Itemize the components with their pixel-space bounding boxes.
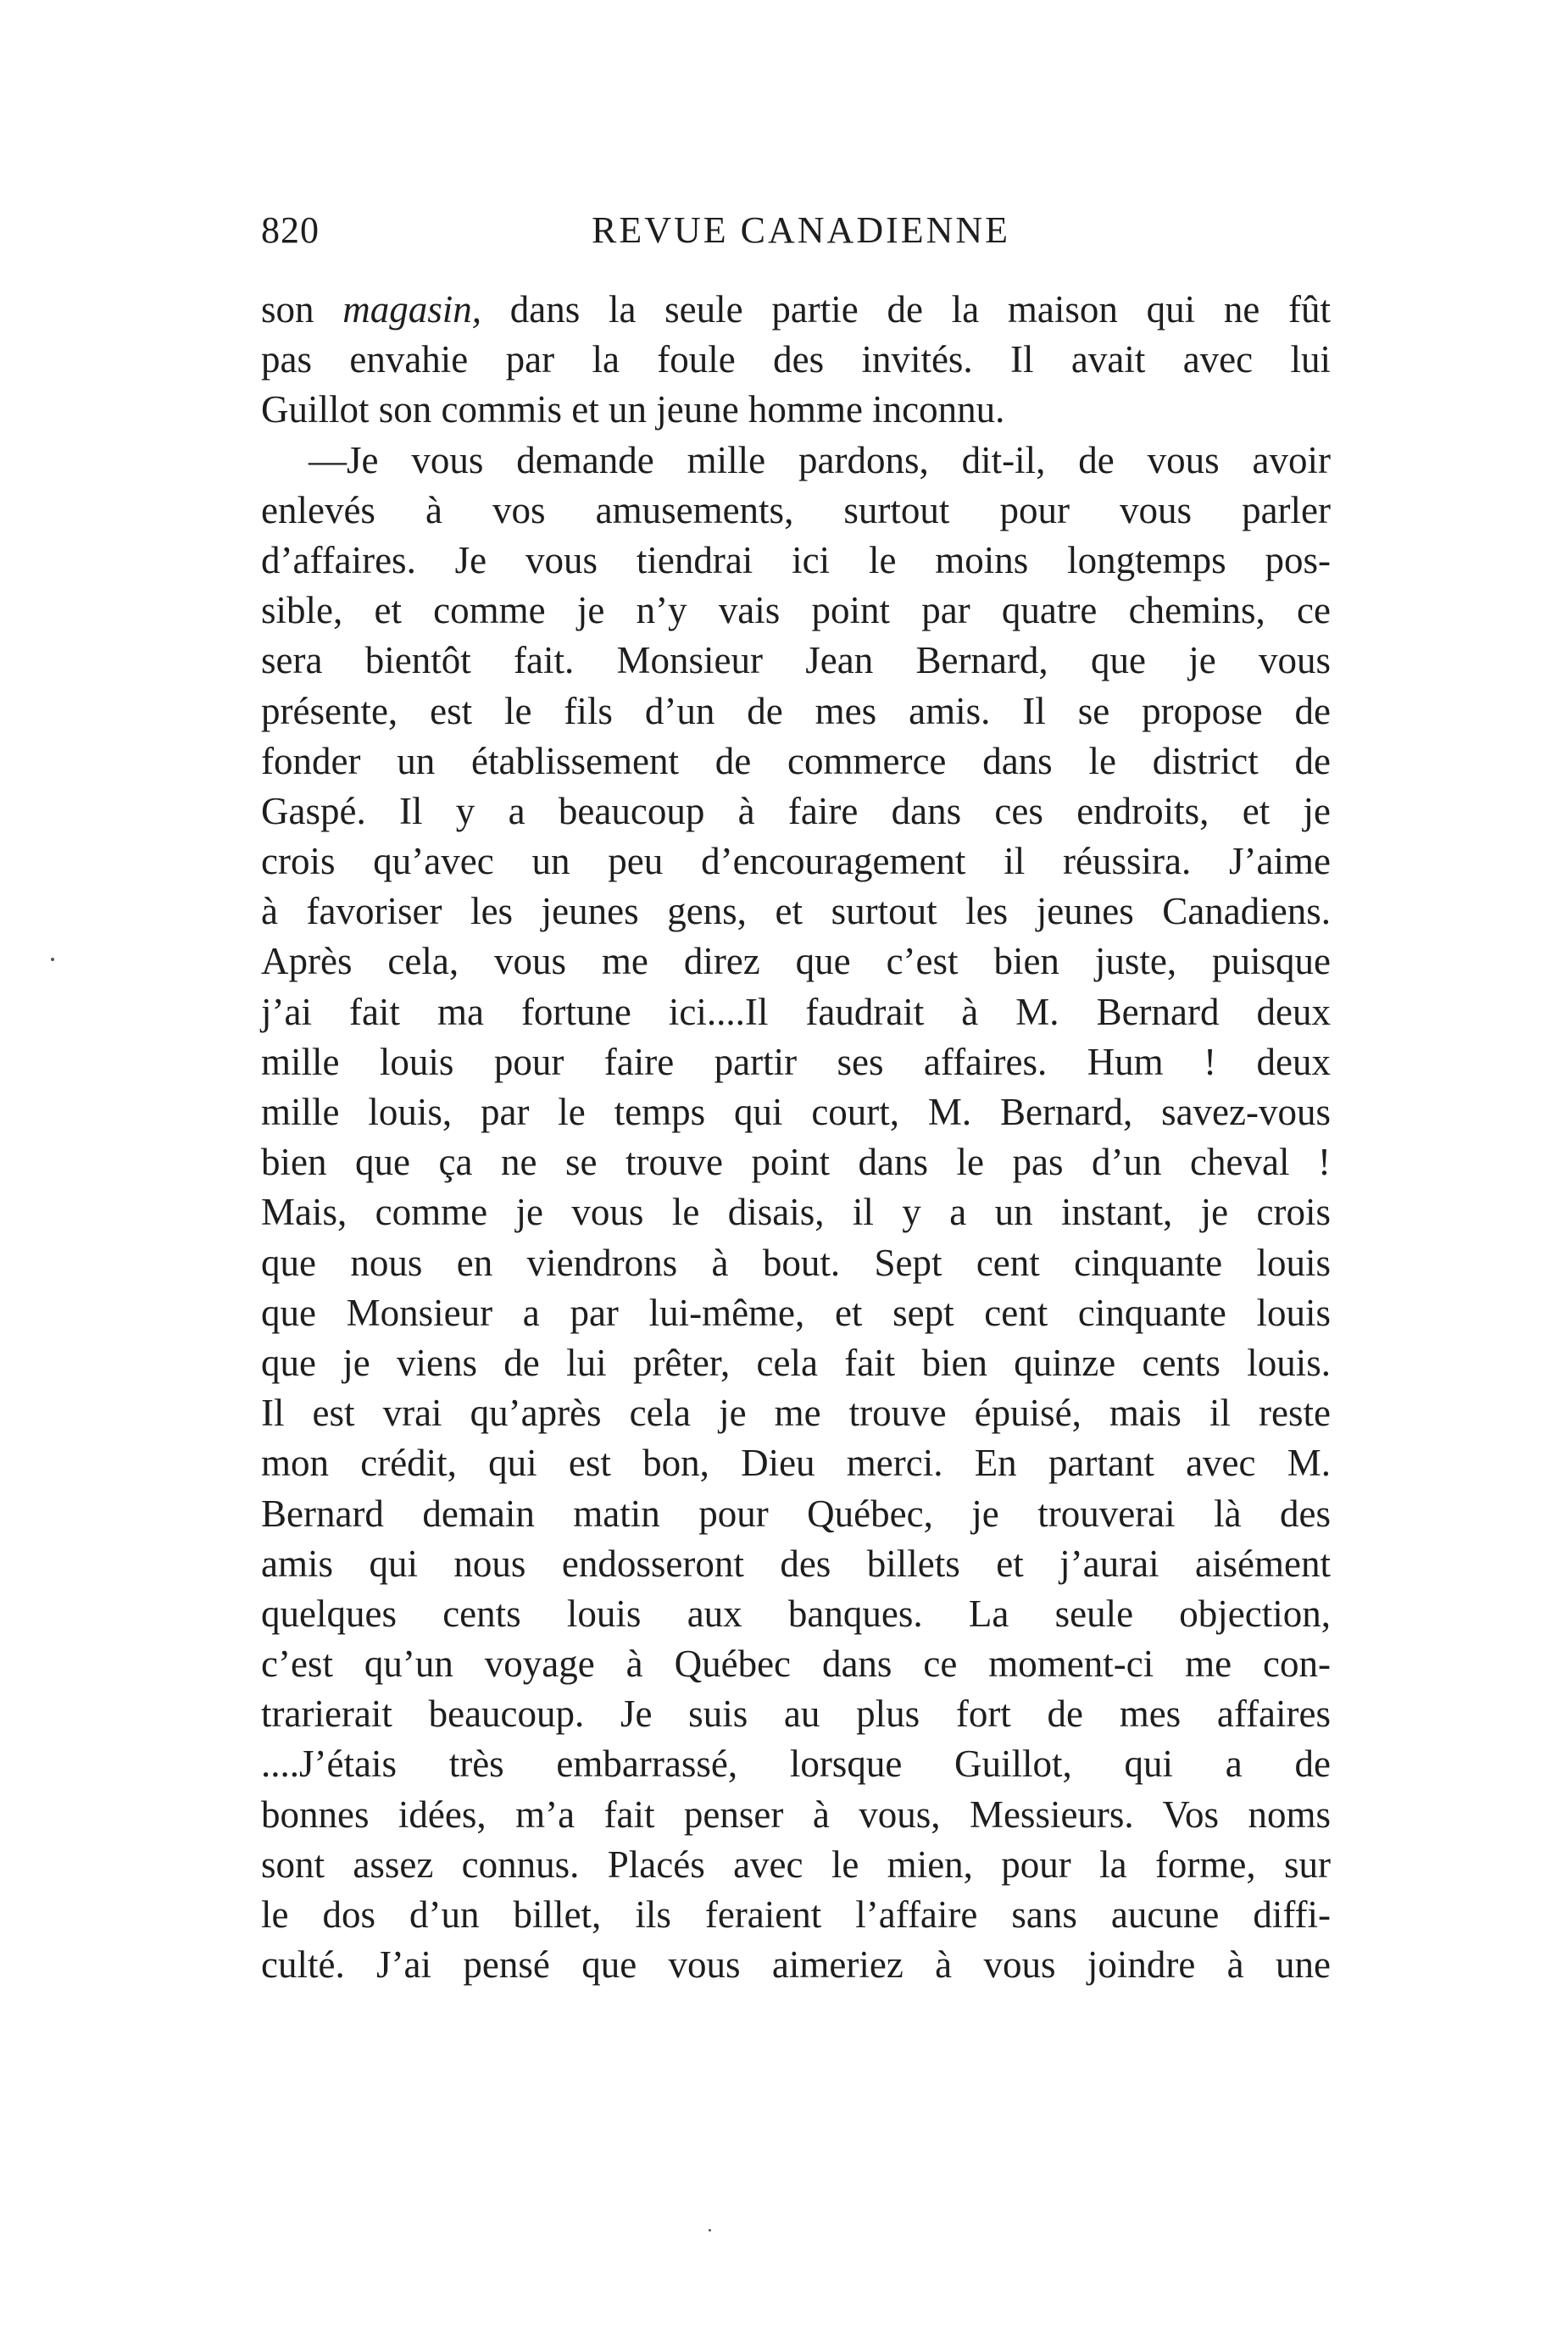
text-line: que je viens de lui prêter, cela fait bien quinze cents louis. [261,1341,1331,1384]
text-line: crois qu’avec un peu d’encouragement il réussira. J’aime [261,840,1331,883]
text-line: d’affaires. Je vous tiendrai ici le moins longtemps pos- [261,538,1331,581]
text-line: à favoriser les jeunes gens, et surtout les jeunes Canadiens. [261,890,1331,933]
text-line: que Monsieur a par lui-même, et sept cent cinquante louis [261,1291,1331,1334]
text-line: culté. J’ai pensé que vous aimeriez à vous joindre à une [261,1943,1331,1987]
body-text [261,285,1331,1990]
text-line: Bernard demain matin pour Québec, je trouverai là des [261,1492,1331,1535]
text-line: c’est qu’un voyage à Québec dans ce moment-ci me con- [261,1643,1331,1686]
paragraph-start-line: —Je vous demande mille pardons, dit-il, de vous avoir [309,438,1331,481]
page-number: 820 [261,209,320,251]
text-line: bien que ça ne se trouve point dans le pas d’un cheval ! [261,1141,1331,1184]
text-line: ....J’étais très embarrassé, lorsque Guillot, qui a de [261,1743,1331,1786]
text-segment: dans la seule partie de la maison qui ne fût [481,288,1332,331]
running-title: REVUE CANADIENNE [592,209,1011,251]
text-line: Après cela, vous me direz que c’est bien juste, puisque [261,940,1331,983]
text-line: j’ai fait ma fortune ici....Il faudrait à M. Bernard deux [261,990,1331,1033]
italic-word: magasin, [342,288,482,331]
text-line: présente, est le fils d’un de mes amis. Il se propose de [261,689,1331,732]
text-line: sont assez connus. Placés avec le mien, pour la forme, sur [261,1843,1331,1886]
text-line: mon crédit, qui est bon, Dieu merci. En partant avec M. [261,1442,1331,1485]
text-line: mille louis pour faire partir ses affaires. Hum ! deux [261,1040,1331,1083]
text-line: sible, et comme je n’y vais point par quatre chemins, ce [261,589,1331,632]
text-line: pas envahie par la foule des invités. Il avait avec lui [261,338,1331,381]
text-line: que nous en viendrons à bout. Sept cent cinquante louis [261,1241,1331,1284]
text-line: trarierait beaucoup. Je suis au plus fort de mes affaires [261,1693,1331,1736]
text-line: Il est vrai qu’après cela je me trouve épuisé, mais il reste [261,1392,1331,1435]
text-line: le dos d’un billet, ils feraient l’affaire sans aucune diffi- [261,1893,1331,1936]
text-line: quelques cents louis aux banques. La seule objection, [261,1592,1331,1635]
text-segment: son [261,288,343,331]
text-line: Guillot son commis et un jeune homme inconnu. [261,388,1005,431]
text-line: enlevés à vos amusements, surtout pour vous parler [261,488,1331,531]
text-line: Mais, comme je vous le disais, il y a un instant, je crois [261,1191,1331,1234]
text-line: sera bientôt fait. Monsieur Jean Bernard, que je vous [261,639,1331,682]
text-line: bonnes idées, m’a fait penser à vous, Messieurs. Vos noms [261,1793,1331,1836]
scan-speck [51,958,54,961]
scan-speck [709,2229,711,2232]
text-line: Gaspé. Il y a beaucoup à faire dans ces endroits, et je [261,789,1331,832]
text-line: amis qui nous endosseront des billets et j’aurai aisément [261,1542,1331,1585]
text-line: fonder un établissement de commerce dans le district de [261,739,1331,782]
text-line: mille louis, par le temps qui court, M. Bernard, savez-vous [261,1091,1331,1133]
page-header [261,208,1329,259]
text-line [261,285,1331,335]
